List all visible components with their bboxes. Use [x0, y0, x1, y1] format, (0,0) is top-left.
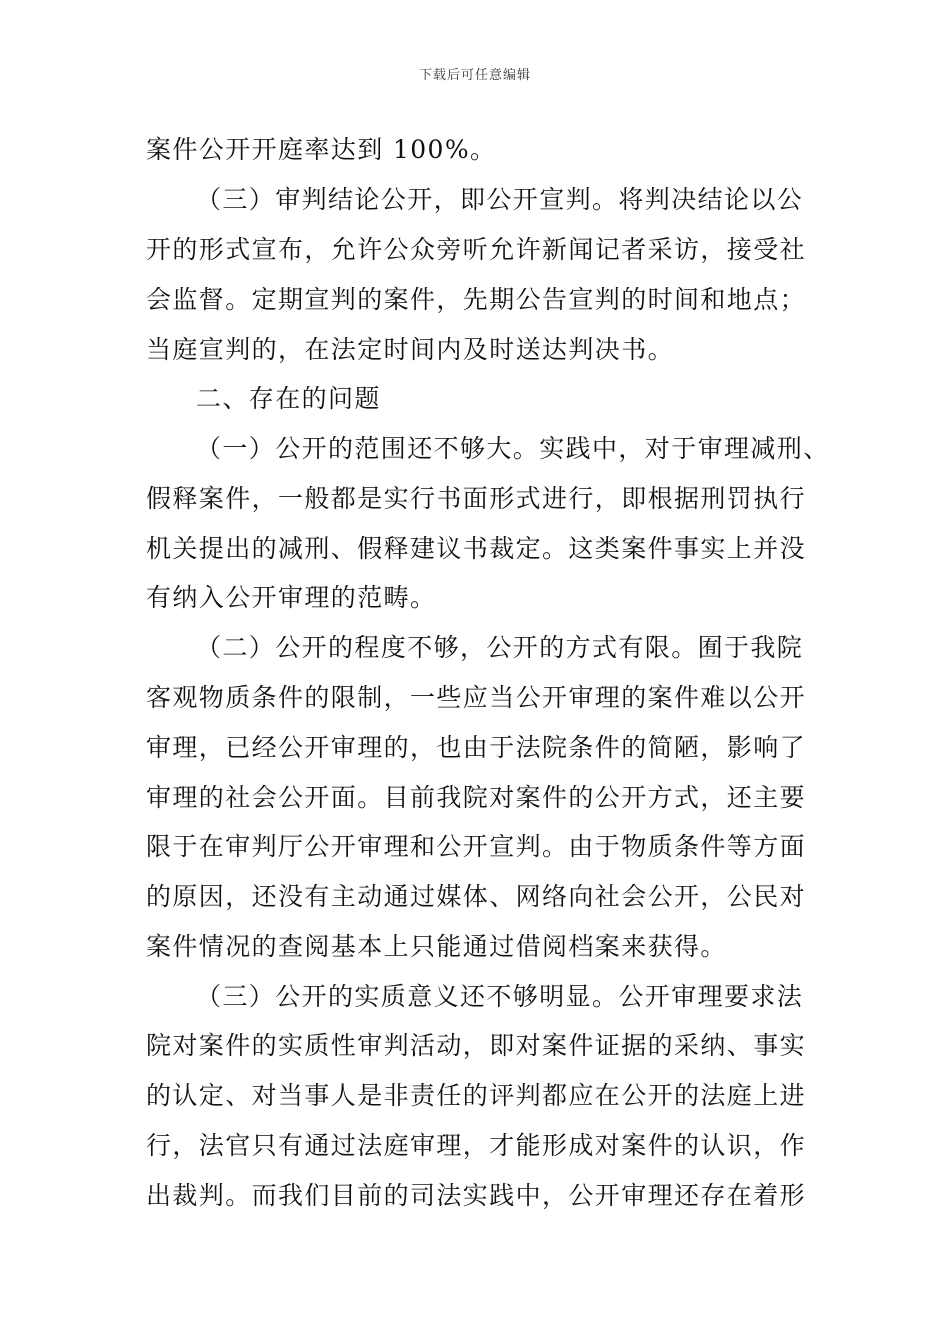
body-line: 院对案件的实质性审判活动，即对案件证据的采纳、事实	[146, 1031, 807, 1060]
body-line: 的认定、对当事人是非责任的评判都应在公开的法庭上进	[146, 1081, 807, 1110]
body-line: （三）审判结论公开，即公开宣判。将判决结论以公	[196, 185, 804, 214]
body-line: 审理的社会公开面。目前我院对案件的公开方式，还主要	[146, 783, 807, 812]
body-line: 案件公开开庭率达到 100%。	[146, 135, 497, 164]
body-line: 假释案件，一般都是实行书面形式进行，即根据刑罚执行	[146, 484, 807, 513]
body-line: （二）公开的程度不够，公开的方式有限。囿于我院	[196, 633, 804, 662]
body-line: 行，法官只有通过法庭审理，才能形成对案件的认识，作	[146, 1131, 807, 1160]
body-line: 当庭宣判的，在法定时间内及时送达判决书。	[146, 335, 675, 364]
body-line: 机关提出的减刑、假释建议书裁定。这类案件事实上并没	[146, 534, 807, 563]
body-line: 的原因，还没有主动通过媒体、网络向社会公开，公民对	[146, 882, 807, 911]
body-line: 会监督。定期宣判的案件，先期公告宣判的时间和地点；	[146, 285, 807, 314]
body-line: 审理，已经公开审理的，也由于法院条件的简陋，影响了	[146, 733, 807, 762]
body-line: 有纳入公开审理的范畴。	[146, 583, 437, 612]
section-heading: 二、存在的问题	[196, 384, 381, 413]
body-line: 限于在审判厅公开审理和公开宣判。由于物质条件等方面	[146, 832, 807, 861]
body-line: 客观物质条件的限制，一些应当公开审理的案件难以公开	[146, 683, 807, 712]
body-line: （一）公开的范围还不够大。实践中，对于审理减刑、	[196, 434, 830, 463]
page-header: 下载后可任意编辑	[418, 68, 531, 83]
body-line: 开的形式宣布，允许公众旁听允许新闻记者采访，接受社	[146, 235, 807, 264]
body-line: 案件情况的查阅基本上只能通过借阅档案来获得。	[146, 932, 727, 961]
body-line: （三）公开的实质意义还不够明显。公开审理要求法	[196, 982, 804, 1011]
body-line: 出裁判。而我们目前的司法实践中，公开审理还存在着形	[146, 1181, 807, 1210]
